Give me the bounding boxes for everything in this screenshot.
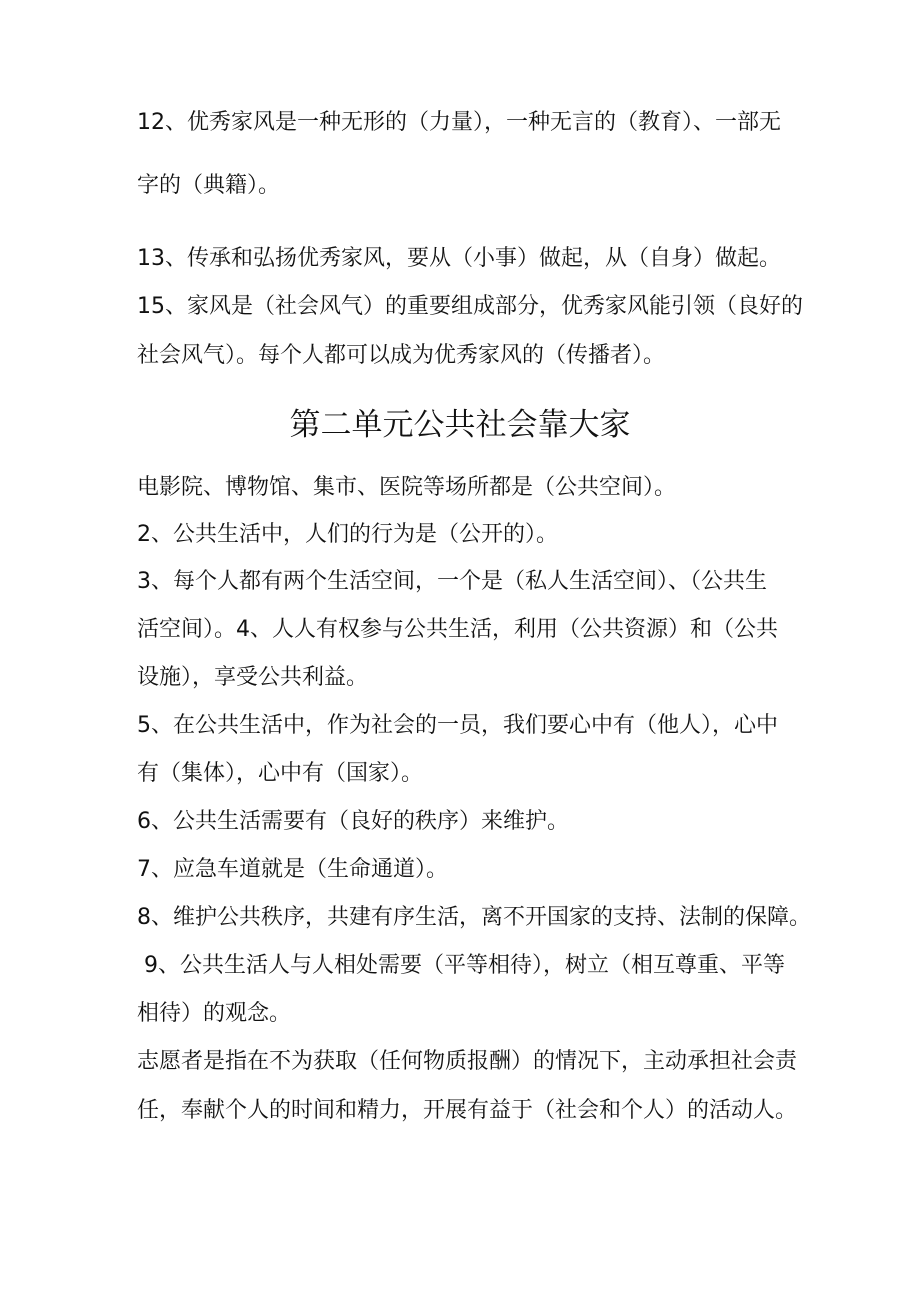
text-line-6: 6、公共生活需要有（良好的秩序）来维护。 bbox=[137, 809, 569, 834]
text-line-9-cont: 相待）的观念。 bbox=[137, 1001, 292, 1026]
text-line-3: 3、每个人都有两个生活空间，一个是（私人生活空间）、（公共生 bbox=[137, 569, 767, 594]
text-line-5: 5、在公共生活中，作为社会的一员，我们要心中有（他人），心中 bbox=[137, 713, 778, 738]
text-line-4-cont: 设施），享受公共利益。 bbox=[137, 665, 369, 690]
text-line-volunteer-cont: 任，奉献个人的时间和精力，开展有益于（社会和个人）的活动人。 bbox=[137, 1098, 798, 1123]
text-line-2: 2、公共生活中，人们的行为是（公开的）。 bbox=[137, 522, 558, 547]
text-line-public-space: 电影院、博物馆、集市、医院等场所都是（公共空间）。 bbox=[137, 475, 677, 500]
text-line-3-cont-4: 活空间）。4、人人有权参与公共生活，利用（公共资源）和（公共 bbox=[137, 617, 778, 642]
text-line-5-cont: 有（集体），心中有（国家）。 bbox=[137, 761, 424, 786]
text-line-8: 8、维护公共秩序，共建有序生活，离不开国家的支持、法制的保障。 bbox=[137, 905, 811, 930]
text-line-volunteer: 志愿者是指在不为获取（任何物质报酬）的情况下，主动承担社会责 bbox=[137, 1049, 798, 1074]
text-line-13: 13、传承和弘扬优秀家风，要从（小事）做起，从（自身）做起。 bbox=[137, 246, 781, 271]
text-line-15: 15、家风是（社会风气）的重要组成部分，优秀家风能引领（良好的 bbox=[137, 294, 803, 319]
text-line-12: 12、优秀家风是一种无形的（力量），一种无言的（教育）、一部无 bbox=[137, 110, 781, 135]
text-line-7: 7、应急车道就是（生命通道）。 bbox=[137, 857, 448, 882]
unit-heading: 第二单元公共社会靠大家 bbox=[289, 407, 631, 443]
text-line-9: 9、公共生活人与人相处需要（平等相待），树立（相互尊重、平等 bbox=[137, 953, 785, 978]
text-line-15-cont: 社会风气）。每个人都可以成为优秀家风的（传播者）。 bbox=[137, 343, 666, 368]
text-line-12-cont: 字的（典籍）。 bbox=[137, 173, 281, 198]
